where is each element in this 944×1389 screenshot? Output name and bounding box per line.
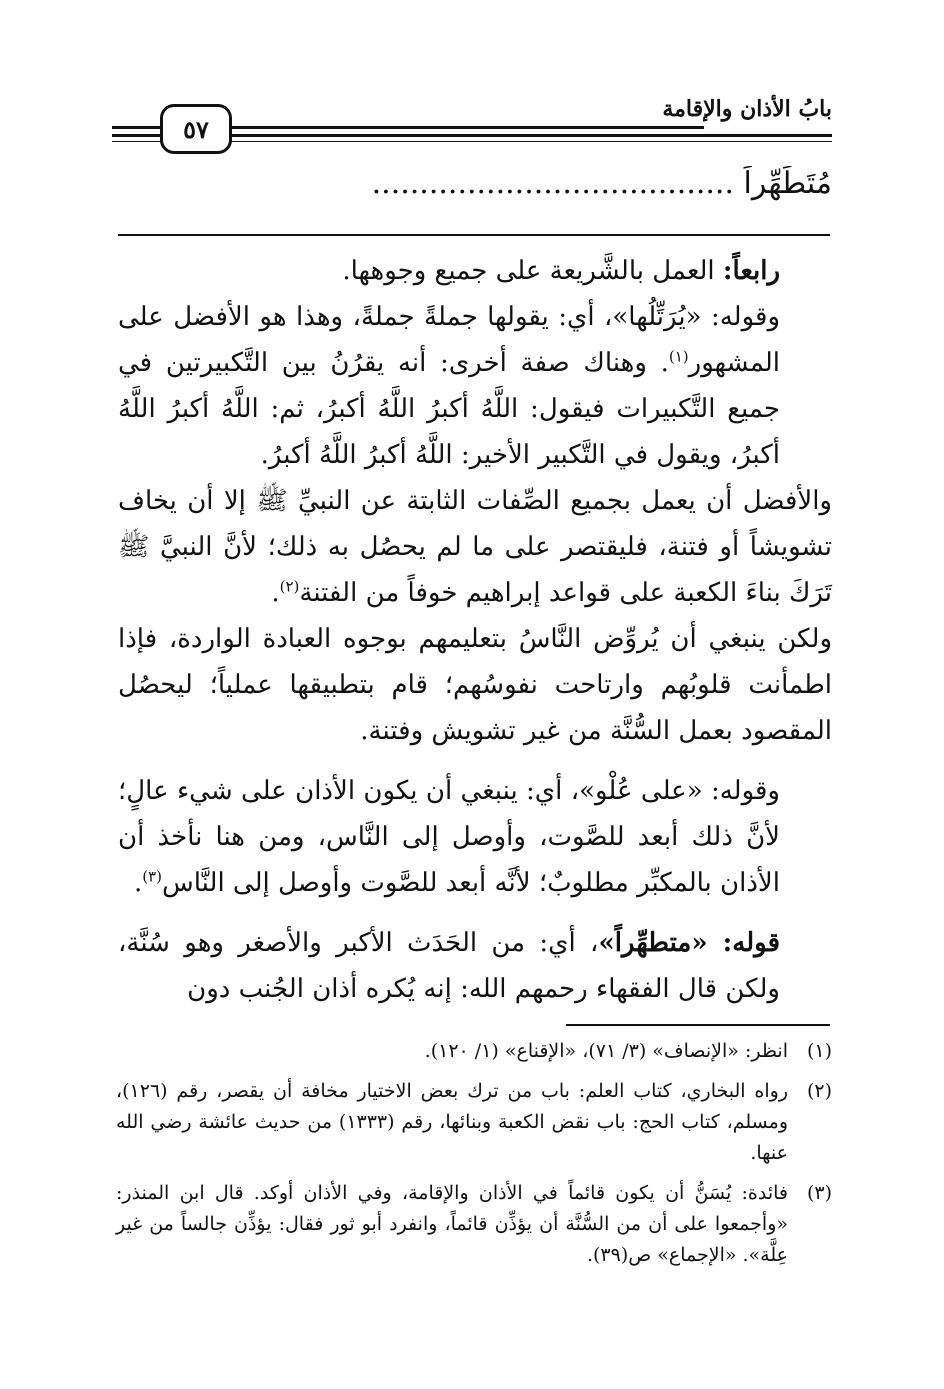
footnote-text: انظر: «الإنصاف» (٣/ ٧١)، «الإقناع» (١/ ١٢٠).	[424, 1040, 788, 1062]
paragraph-4-text: ولكن ينبغي أن يُروِّض النَّاسُ بتعليمهم بوجوه العبادة الواردة، فإذا اطمأنت قلوبُهم وارتاحت نفوسُهم؛ قام بتطبيقها عملياً؛ ليحصُل المقصود بعمل السُّنَّة من غير تشويش وفتنة.	[118, 624, 832, 746]
footnotes	[116, 1036, 832, 1280]
paragraph-5	[118, 768, 832, 906]
paragraph-6	[118, 920, 832, 1012]
paragraph-5-text-a: وقوله: «على عُلْو»، أي: ينبغي أن يكون الأذان على شيء عالٍ؛ لأنَّ ذلك أبعد للصَّوت، وأوصل إلى النَّاس، ومن هنا نأخذ أن الأذان بالمكبِّر مطلوبٌ؛ لأنَّه أبعد للصَّوت وأوصل إلى النَّاس	[118, 776, 780, 898]
page-header	[112, 96, 832, 156]
paragraph-1-text: العمل بالشَّريعة على جميع وجوهها.	[342, 256, 715, 286]
commentary-body	[118, 248, 832, 1012]
paragraph-3-text-b: .	[271, 578, 280, 608]
footnote-2	[116, 1076, 832, 1169]
paragraph-1	[118, 248, 832, 294]
footnote-number: (١)	[806, 1040, 832, 1062]
paragraph-2-text-b: . وهناك صفة أخرى: أنه يقرُنُ بين التَّكبيرتين في جميع التَّكبيرات فيقول: اللَّهُ أكبرُ اللَّهُ أكبرُ، ثم: اللَّهُ أكبرُ اللَّهُ أكبرُ، ويقول في التَّكبير الأخير: اللَّهُ أكبرُ اللَّهُ أكبرُ.	[118, 348, 780, 470]
matn-dots: ......................................	[371, 166, 734, 201]
paragraph-6-text: ، أي: من الحَدَث الأكبر والأصغر وهو سُنَّة، ولكن قال الفقهاء رحمهم الله: إنه يُكره أذان الجُنب دون	[118, 928, 780, 1004]
footnote-ref-3: (٣)	[142, 867, 163, 886]
matn-line	[118, 166, 832, 206]
paragraph-3-text-a: والأفضل أن يعمل بجميع الصِّفات الثابتة عن النبيِّ ﷺ إلا أن يخاف تشويشاً أو فتنة، فليقتصر على ما لم يحصُل به ذلك؛ لأنَّ النبيَّ ﷺ تَرَكَ بناءَ الكعبة على قواعد إبراهيم خوفاً من الفتنة	[118, 486, 832, 608]
footnote-number: (٢)	[806, 1080, 832, 1102]
footnote-1	[116, 1036, 832, 1067]
footnote-divider	[566, 1024, 830, 1026]
footnote-text: فائدة: يُسَنُّ أن يكون قائماً في الأذان والإقامة، وفي الأذان أوكد. قال ابن المنذر: «وأجمعوا على أن من السُّنَّة أن يؤذِّن قائماً، وانفرد أبو ثور فقال: يؤذِّن جالساً من غير عِلَّة». «الإجماع» ص(٣٩).	[116, 1182, 788, 1266]
footnote-ref-1: (١)	[668, 347, 689, 366]
chapter-title: بابُ الأذان والإقامة	[662, 96, 832, 122]
matn-divider	[118, 234, 830, 236]
paragraph-2	[118, 294, 832, 478]
paragraph-6-label: قوله: «متطهِّراً»	[598, 928, 780, 958]
paragraph-5-text-b: .	[133, 868, 143, 898]
paragraph-2-text-a: وقوله: «يُرَتِّلُها»، أي: يقولها جملةً جملةً، وهذا هو الأفضل على المشهور	[118, 302, 781, 378]
paragraph-1-label: رابعاً:	[722, 256, 780, 286]
footnote-number: (٣)	[806, 1182, 832, 1204]
footnote-3	[116, 1178, 832, 1271]
paragraph-3	[118, 478, 832, 616]
page-number: ٥٧	[160, 104, 232, 154]
footnote-ref-2: (٢)	[279, 577, 300, 596]
paragraph-4	[118, 616, 832, 754]
matn-word: مُتَطَهِّراً	[743, 166, 832, 201]
footnote-text: رواه البخاري، كتاب العلم: باب من ترك بعض الاختيار مخافة أن يقصر، رقم (١٢٦)، ومسلم، كتاب الحج: باب نقض الكعبة وبنائها، رقم (١٣٣٣) من حديث عائشة رضي الله عنها.	[116, 1080, 788, 1164]
